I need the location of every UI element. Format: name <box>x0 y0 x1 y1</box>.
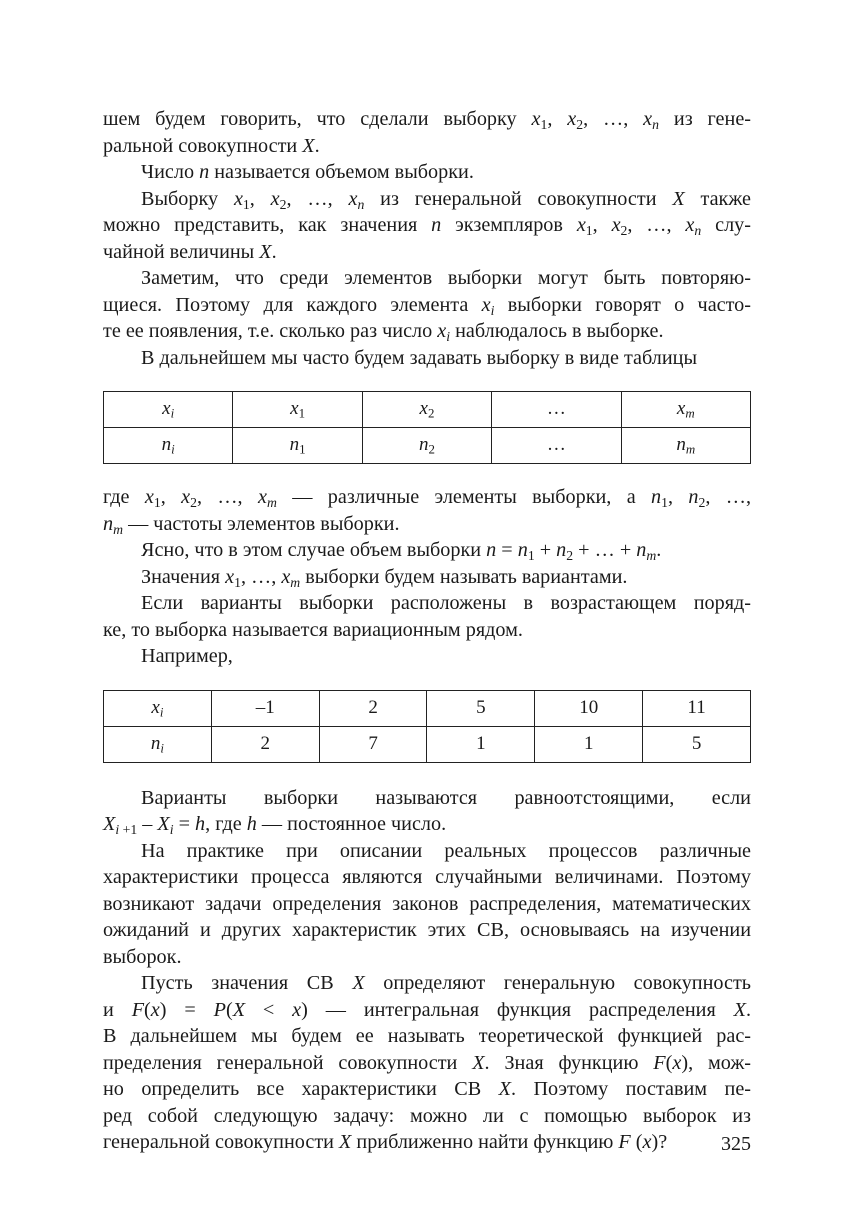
paragraph-13c: В дальнейшем мы будем ее называть теоретической функцией рас- <box>103 1025 751 1047</box>
paragraph-7: Ясно, что в этом случае объем выборки $n = n_1 + n_2$ + … + $n_m$. <box>141 539 662 563</box>
paragraph-3c: чайной величины X. <box>103 240 277 263</box>
table-cell: … <box>492 392 621 428</box>
paragraph-11: Варианты выборки называются равноотстоящими, если <box>141 786 751 809</box>
table-cell: –1 <box>211 690 319 726</box>
page-number: 325 <box>721 1133 751 1155</box>
frequency-table-example <box>103 690 751 763</box>
table-cell: … <box>492 428 621 464</box>
table-cell: $x_i$ <box>104 690 212 726</box>
paragraph-13f: ред собой следующую задачу: можно ли с помощью выборок из <box>103 1104 751 1127</box>
table-cell: $n_m$ <box>621 428 750 464</box>
table-row <box>104 392 751 428</box>
table-cell: 11 <box>643 690 751 726</box>
paragraph-13e: но определить все характеристики СВ X. Поэтому поставим пе- <box>103 1078 751 1100</box>
paragraph-11b: $X_{i +1} - X_i = h$, где h — постоянное число. <box>103 813 447 837</box>
paragraph-9: Если варианты выборки расположены в возрастающем поряд- <box>141 592 751 614</box>
paragraph-5: В дальнейшем мы часто будем задавать выборку в виде таблицы <box>141 346 698 369</box>
table-cell: 5 <box>643 726 751 762</box>
paragraph-6: где $x_1$, $x_2$, …, $x_m$ — различные элементы выборки, а $n_1$, $n_2$, …, <box>103 486 752 510</box>
table-cell: $n_i$ <box>104 428 233 464</box>
table-cell: 5 <box>427 690 535 726</box>
table-cell: $x_1$ <box>233 392 362 428</box>
table-row <box>104 428 751 464</box>
paragraph-4c: те ее появления, т.е. сколько раз число $x_i$ наблюдалось в выборке. <box>103 320 664 344</box>
paragraph-3: Выборку $x_1$, $x_2$, …, $x_n$ из генеральной совокупности X также <box>141 187 752 212</box>
paragraph-12: На практике при описании реальных процессов различные характеристики процесса являются случайными величинами. Поэтому возникают задачи определения законов распределения, математических ожиданий и других характеристик этих СВ, основываясь на изучении выборок. <box>103 839 751 968</box>
table-cell: $n_1$ <box>233 428 362 464</box>
paragraph-1-end: ральной совокупности X. <box>103 134 320 157</box>
paragraph-13: Пусть значения СВ X определяют генеральную совокупность <box>141 972 751 994</box>
table-cell: 10 <box>535 690 643 726</box>
table-cell: 2 <box>319 690 427 726</box>
table-cell: $x_i$ <box>104 392 233 428</box>
table-cell: $x_2$ <box>362 392 491 428</box>
table-cell: $n_2$ <box>362 428 491 464</box>
paragraph-4: Заметим, что среди элементов выборки могут быть повторяю- <box>141 267 751 289</box>
table-cell: 1 <box>535 726 643 762</box>
table-cell: $n_i$ <box>104 726 212 762</box>
paragraph-4b: щиеся. Поэтому для каждого элемента $x_i$ выборки говорят о часто- <box>103 293 751 318</box>
table-row <box>104 690 751 726</box>
frequency-table-general <box>103 391 751 464</box>
page-body <box>103 106 751 1156</box>
paragraph-3b: можно представить, как значения n экземпляров $x_1$, $x_2$, …, $x_n$ слу- <box>103 214 751 238</box>
paragraph-13b: и F(x) = P(X < x) — интегральная функция распределения X. <box>103 998 752 1021</box>
table-cell: 1 <box>427 726 535 762</box>
paragraph-1: шем будем говорить, что сделали выборку $x_1$, $x_2$, …, $x_n$ из гене- <box>103 108 752 132</box>
table-cell: 2 <box>211 726 319 762</box>
table-cell: 7 <box>319 726 427 762</box>
paragraph-10: Например, <box>141 645 233 667</box>
paragraph-8: Значения $x_1$, …, $x_m$ выборки будем называть вариантами. <box>141 565 628 590</box>
table-row <box>104 726 751 762</box>
paragraph-9b: ке, то выборка называется вариационным рядом. <box>103 618 523 641</box>
paragraph-13g: генеральной совокупности X приближенно найти функцию F (x)? <box>103 1131 668 1153</box>
paragraph-6b: $n_m$ — частоты элементов выборки. <box>103 512 400 537</box>
table-cell: $x_m$ <box>621 392 750 428</box>
paragraph-13d: пределения генеральной совокупности X. Зная функцию F(x), мож- <box>103 1051 751 1074</box>
paragraph-2: Число n называется объемом выборки. <box>141 161 474 183</box>
